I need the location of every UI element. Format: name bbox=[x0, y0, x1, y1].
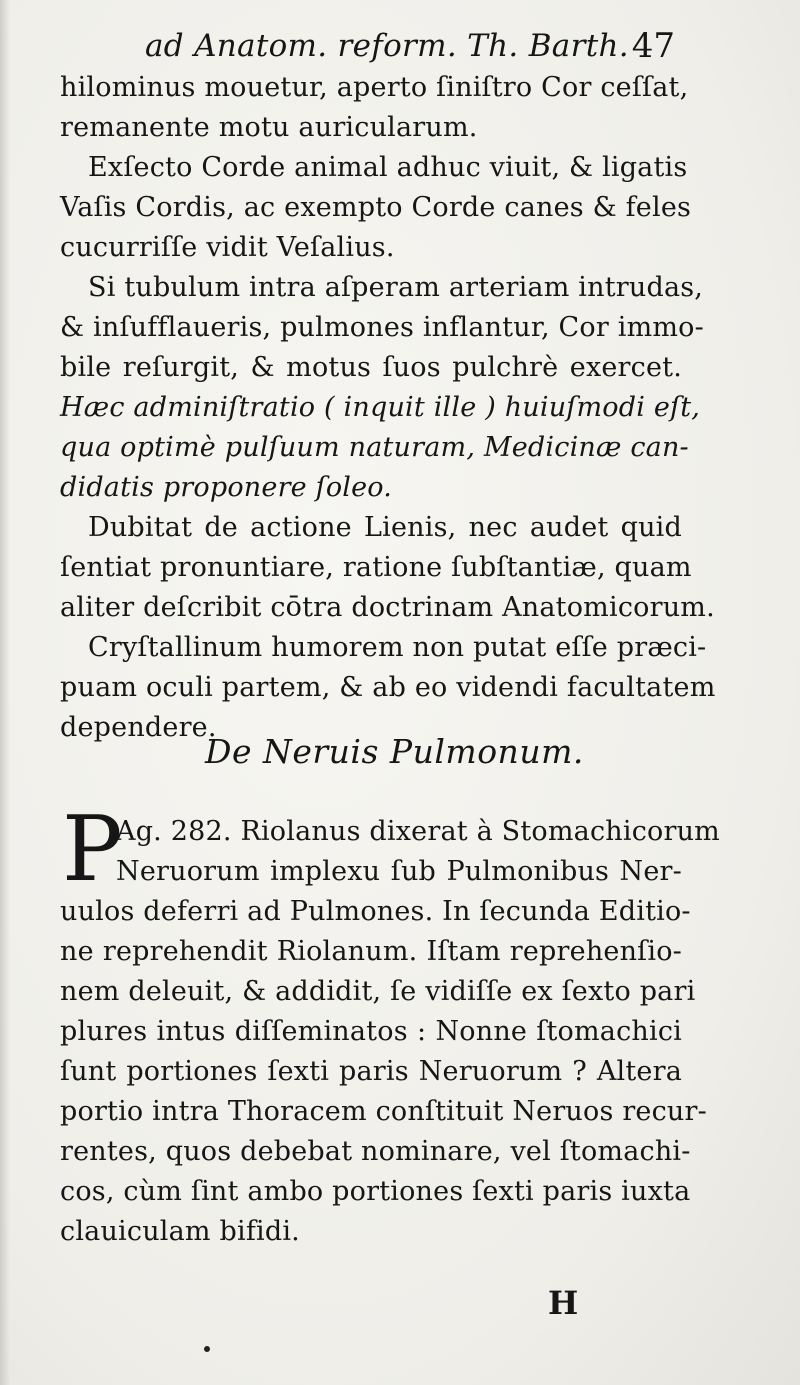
page-number: 47 bbox=[631, 26, 675, 66]
text-line: bile reſurgit, & motus ſuos pulchrè exercet. bbox=[60, 352, 682, 383]
text-line-italic: didatis proponere ſoleo. bbox=[60, 472, 393, 503]
text-line: Vaſis Cordis, ac exempto Corde canes & feles bbox=[60, 192, 692, 223]
text-line: & inſufflaueris, pulmones inflantur, Cor immo- bbox=[60, 312, 704, 343]
text-line: clauiculam bifidi. bbox=[60, 1216, 300, 1247]
text-line: Dubitat de actione Lienis, nec audet quid bbox=[88, 512, 682, 543]
text-line: nem deleuit, & addidit, ſe vidiſſe ex ſexto pari bbox=[60, 976, 696, 1007]
running-title: ad Anatom. reform. Th. Barth. bbox=[145, 28, 629, 64]
text-line: plures intus diſſeminatos : Nonne ſtomachici bbox=[60, 1016, 682, 1047]
text-line: dependere. bbox=[60, 712, 217, 743]
text-line: cos, cùm ſint ambo portiones ſexti paris iuxta bbox=[60, 1176, 691, 1207]
text-line: Ag. 282. Riolanus dixerat à Stomachicorum bbox=[116, 816, 720, 847]
text-line-italic: qua optimè pulſuum naturam, Medicinæ can- bbox=[60, 432, 689, 463]
text-line: ſunt portiones ſexti paris Neruorum ? Altera bbox=[60, 1056, 682, 1087]
running-head bbox=[145, 24, 685, 70]
text-line: aliter deſcribit cōtra doctrinam Anatomicorum. bbox=[60, 592, 715, 623]
text-line: uulos deferri ad Pulmones. In ſecunda Editio- bbox=[60, 896, 691, 927]
section-heading: De Neruis Pulmonum. bbox=[205, 732, 584, 771]
text-line: puam oculi partem, & ab eo videndi facultatem bbox=[60, 672, 716, 703]
text-line: rentes, quos debebat nominare, vel ſtomachi- bbox=[60, 1136, 691, 1167]
drop-cap: P bbox=[62, 797, 123, 902]
text-line: Neruorum implexu ſub Pulmonibus Ner- bbox=[116, 856, 682, 887]
text-line: ne reprehendit Riolanum. Iſtam reprehenſio- bbox=[60, 936, 682, 967]
ink-speck bbox=[204, 1346, 210, 1352]
text-line: ſentiat pronuntiare, ratione ſubſtantiæ, quam bbox=[60, 552, 692, 583]
text-line: portio intra Thoracem conſtituit Neruos recur- bbox=[60, 1096, 707, 1127]
text-line: hilominus mouetur, aperto ſiniſtro Cor ceſſat, bbox=[60, 72, 689, 103]
text-line: remanente motu auricularum. bbox=[60, 112, 478, 143]
signature-mark: H bbox=[548, 1284, 579, 1322]
text-line: Si tubulum intra aſperam arteriam intrudas, bbox=[88, 272, 704, 303]
text-line: Cryſtallinum humorem non putat eſſe præci- bbox=[88, 632, 707, 663]
page-gutter-shadow bbox=[0, 0, 10, 1385]
text-line: Exſecto Corde animal adhuc viuit, & ligatis bbox=[88, 152, 688, 183]
text-line: cucurriſſe vidit Veſalius. bbox=[60, 232, 395, 263]
text-line-italic: Hæc adminiſtratio ( inquit ille ) huiuſmodi eſt, bbox=[60, 392, 701, 423]
